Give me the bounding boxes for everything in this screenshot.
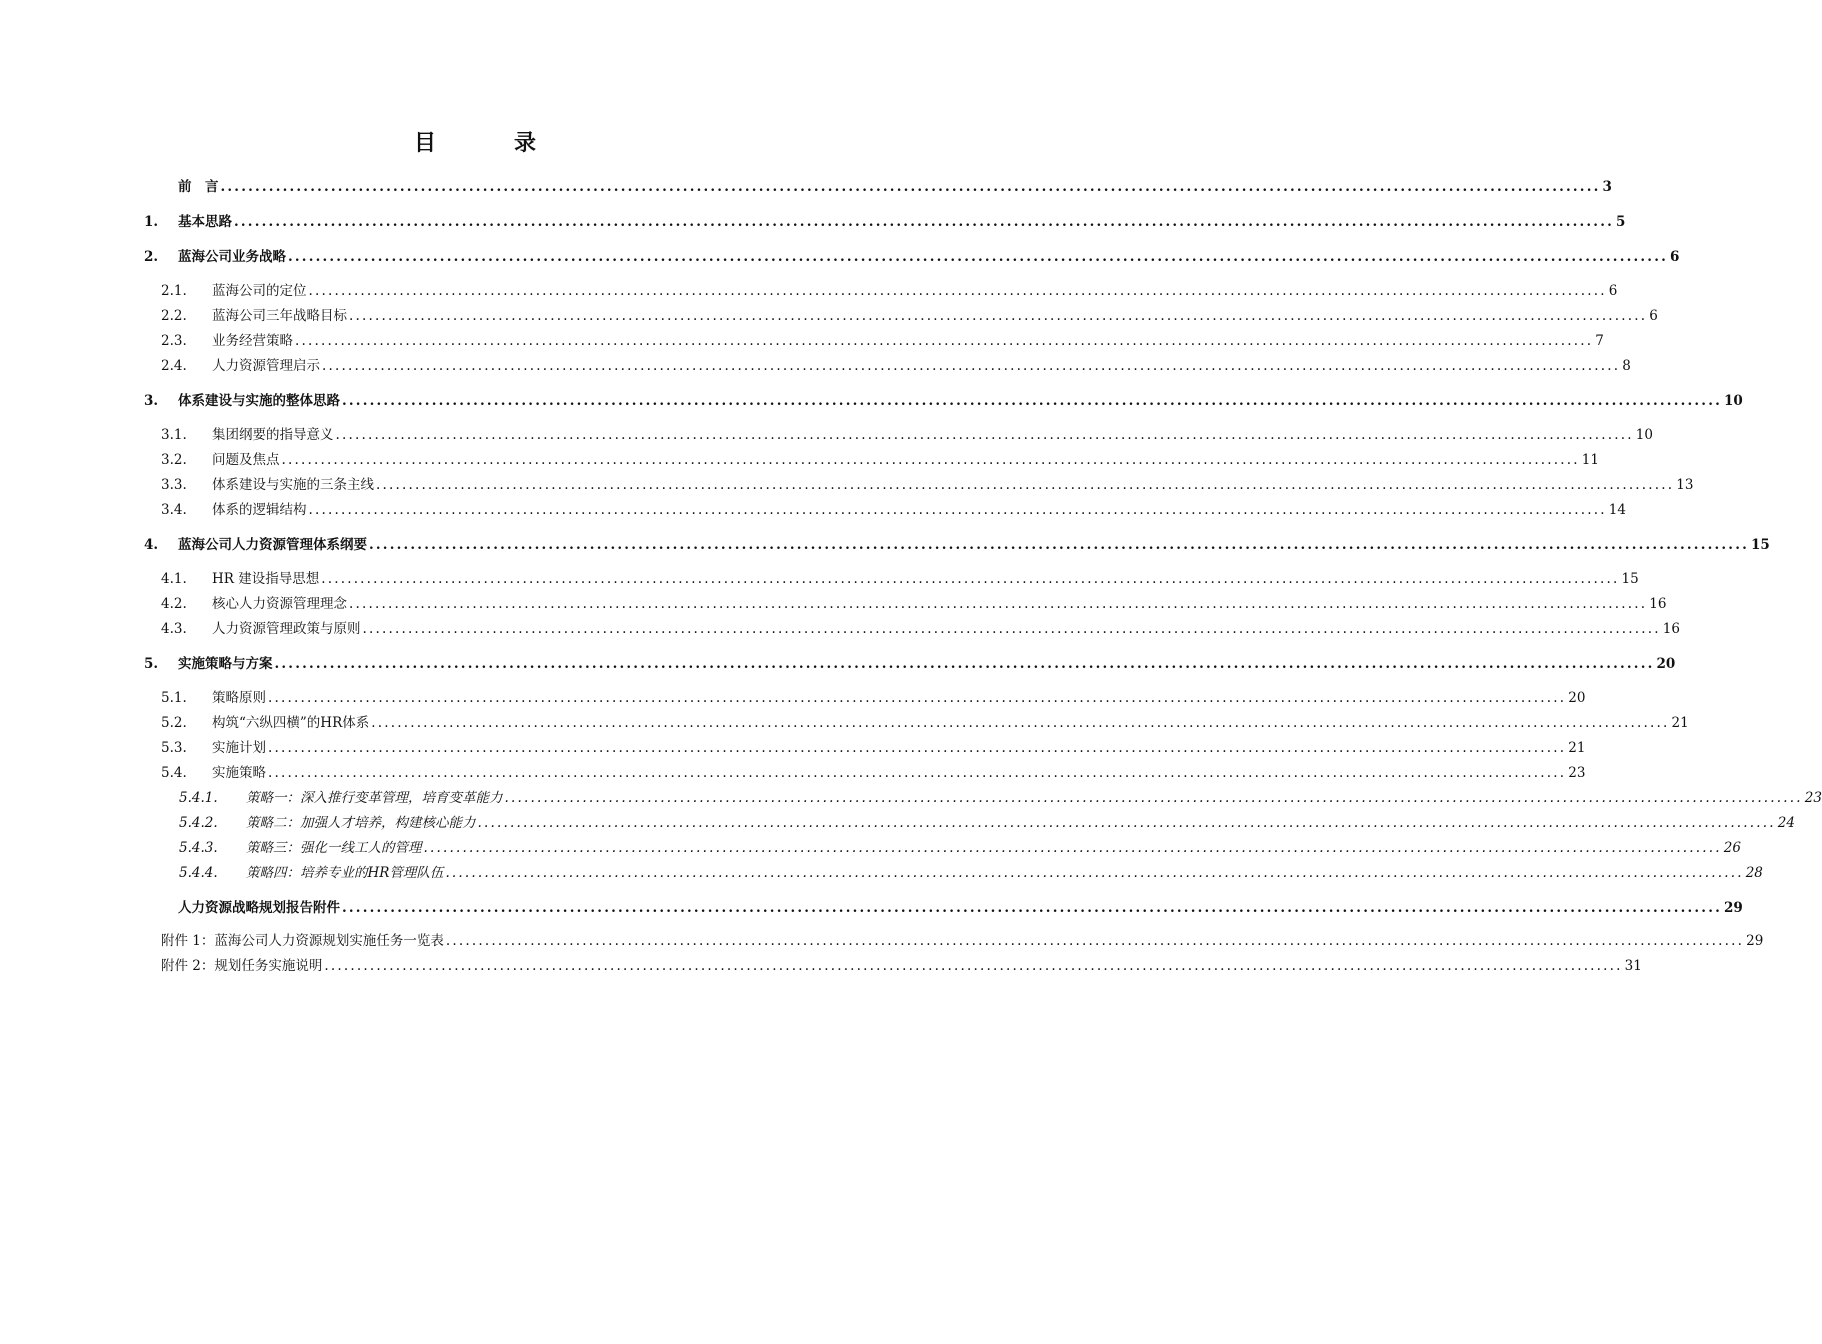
- toc-entry-text: HR 建设指导思想: [212, 571, 320, 587]
- toc-entry-text: 策略四：培养专业的HR管理队伍: [246, 865, 444, 881]
- toc-entry[interactable]: 5.4.3. 策略三：强化一线工人的管理 ........................................................................................................................................................................................................ 26: [179, 837, 806, 859]
- toc-page-number: 6: [1608, 283, 1618, 299]
- toc-page-number: 21: [1568, 740, 1586, 756]
- toc-page-number: 21: [1671, 715, 1689, 731]
- toc-page-number: 29: [1746, 933, 1764, 949]
- toc-entry-text: 策略原则: [212, 690, 266, 706]
- toc-page-number: 15: [1621, 571, 1639, 587]
- toc-page-number: 11: [1581, 452, 1599, 468]
- toc-page-number: 20: [1656, 656, 1676, 672]
- toc-page-number: 16: [1649, 596, 1667, 612]
- toc-page-number: 10: [1724, 393, 1743, 409]
- toc-entry-text: 蓝海公司人力资源管理体系纲要: [178, 537, 367, 553]
- toc-entry-text: 体系建设与实施的三条主线: [212, 477, 374, 493]
- toc-entry-text: 集团纲要的指导意义: [212, 427, 334, 443]
- toc-entry-text: 策略一：深入推行变革管理，培育变革能力: [246, 790, 503, 806]
- toc-entry-text: 体系建设与实施的整体思路: [178, 393, 340, 409]
- toc-entry-text: 前 言: [178, 179, 219, 195]
- toc-entry-text: 构筑“六纵四横”的HR体系: [212, 715, 370, 731]
- toc-entry[interactable]: 4.2. 核心人力资源管理理念 ........................................................................................................................................................................................................ 16: [161, 593, 806, 615]
- toc-entry[interactable]: 1. 基本思路 ........................................................................................................................................................................................................ 5: [144, 211, 806, 233]
- toc-entry[interactable]: 前 言 ........................................................................................................................................................................................................ 3: [144, 176, 806, 198]
- toc-entry-text: 附件 2：规划任务实施说明: [161, 958, 323, 974]
- toc-page-number: 23: [1804, 790, 1822, 806]
- toc-entry[interactable]: 3.4. 体系的逻辑结构 ........................................................................................................................................................................................................ 14: [161, 499, 806, 521]
- toc-entry[interactable]: 5.1. 策略原则 ........................................................................................................................................................................................................ 20: [161, 687, 806, 709]
- toc-entry-text: 蓝海公司三年战略目标: [212, 308, 347, 324]
- toc-entry[interactable]: 3.3. 体系建设与实施的三条主线 ........................................................................................................................................................................................................ 13: [161, 474, 806, 496]
- toc-entry-text: 实施策略: [212, 765, 266, 781]
- toc-entry[interactable]: 附件 2：规划任务实施说明 ........................................................................................................................................................................................................ 31: [161, 955, 806, 977]
- toc-entry[interactable]: 5.4.2. 策略二：加强人才培养，构建核心能力 ........................................................................................................................................................................................................ 24: [179, 812, 806, 834]
- toc-entry-text: 人力资源管理政策与原则: [212, 621, 361, 637]
- toc-entry[interactable]: 人力资源战略规划报告附件 ........................................................................................................................................................................................................ 29: [144, 897, 806, 919]
- toc-entry-text: 实施计划: [212, 740, 266, 756]
- toc-page-number: 28: [1745, 865, 1763, 881]
- toc-entry[interactable]: 4. 蓝海公司人力资源管理体系纲要 ........................................................................................................................................................................................................ 15: [144, 534, 806, 556]
- toc-page-number: 8: [1622, 358, 1631, 374]
- toc-entry-text: 基本思路: [178, 214, 232, 230]
- toc-entry[interactable]: 5.3. 实施计划 ........................................................................................................................................................................................................ 21: [161, 737, 806, 759]
- toc-entry[interactable]: 3.1. 集团纲要的指导意义 ........................................................................................................................................................................................................ 10: [161, 424, 806, 446]
- toc-entry[interactable]: 2.3. 业务经营策略 ........................................................................................................................................................................................................ 7: [161, 330, 806, 352]
- toc-entry-text: 业务经营策略: [212, 333, 293, 349]
- toc-page-number: 14: [1608, 502, 1626, 518]
- toc-entry[interactable]: 4.3. 人力资源管理政策与原则 ........................................................................................................................................................................................................ 16: [161, 618, 806, 640]
- toc-entry[interactable]: 5. 实施策略与方案 ........................................................................................................................................................................................................ 20: [144, 653, 806, 675]
- toc-entry[interactable]: 2. 蓝海公司业务战略 ........................................................................................................................................................................................................ 6: [144, 246, 806, 268]
- toc-entry[interactable]: 5.4. 实施策略 ........................................................................................................................................................................................................ 23: [161, 762, 806, 784]
- toc-entry[interactable]: 2.4. 人力资源管理启示 ........................................................................................................................................................................................................ 8: [161, 355, 806, 377]
- toc-entry-text: 人力资源战略规划报告附件: [178, 900, 340, 916]
- toc-page-number: 26: [1723, 840, 1741, 856]
- toc-entry-text: 体系的逻辑结构: [212, 502, 307, 518]
- toc-entry[interactable]: 3. 体系建设与实施的整体思路 ........................................................................................................................................................................................................ 10: [144, 390, 806, 412]
- toc-entry-text: 核心人力资源管理理念: [212, 596, 347, 612]
- toc-page-number: 10: [1635, 427, 1653, 443]
- toc-entry-text: 策略二：加强人才培养，构建核心能力: [246, 815, 476, 831]
- toc-entry[interactable]: 5.2. 构筑“六纵四横”的HR体系 ........................................................................................................................................................................................................ 21: [161, 712, 806, 734]
- toc-entry[interactable]: 2.1. 蓝海公司的定位 ........................................................................................................................................................................................................ 6: [161, 280, 806, 302]
- toc-entry[interactable]: 5.4.1. 策略一：深入推行变革管理，培育变革能力 ........................................................................................................................................................................................................ 23: [179, 787, 806, 809]
- toc-entry[interactable]: 2.2. 蓝海公司三年战略目标 ........................................................................................................................................................................................................ 6: [161, 305, 806, 327]
- toc-page-number: 23: [1568, 765, 1586, 781]
- toc-entry-text: 蓝海公司的定位: [212, 283, 307, 299]
- toc-entry-text: 人力资源管理启示: [212, 358, 320, 374]
- toc-entry[interactable]: 附件 1：蓝海公司人力资源规划实施任务一览表 ........................................................................................................................................................................................................ 29: [161, 930, 806, 952]
- toc-page-number: 15: [1751, 537, 1770, 553]
- toc-page-number: 3: [1602, 179, 1612, 195]
- toc-page-number: 5: [1616, 214, 1626, 230]
- toc-entry-text: 策略三：强化一线工人的管理: [246, 840, 422, 856]
- toc-entry-text: 蓝海公司业务战略: [178, 249, 286, 265]
- toc-page-number: 13: [1676, 477, 1694, 493]
- toc-page-number: 31: [1624, 958, 1642, 974]
- toc-page-number: 16: [1662, 621, 1680, 637]
- toc-page-number: 29: [1724, 900, 1743, 916]
- toc-entry-text: 实施策略与方案: [178, 656, 273, 672]
- toc-page-number: 7: [1595, 333, 1604, 349]
- toc-entry-text: 问题及焦点: [212, 452, 280, 468]
- toc-entry[interactable]: 5.4.4. 策略四：培养专业的HR管理队伍 ........................................................................................................................................................................................................ 28: [179, 862, 806, 884]
- toc-page-number: 20: [1568, 690, 1586, 706]
- toc-entry[interactable]: 4.1. HR 建设指导思想 ........................................................................................................................................................................................................ 15: [161, 568, 806, 590]
- toc-page-number: 6: [1649, 308, 1658, 324]
- toc-entry[interactable]: 3.2. 问题及焦点 ........................................................................................................................................................................................................ 11: [161, 449, 806, 471]
- toc-page-number: 6: [1670, 249, 1680, 265]
- toc-page-number: 24: [1777, 815, 1795, 831]
- toc-entry-text: 附件 1：蓝海公司人力资源规划实施任务一览表: [161, 933, 444, 949]
- toc-title: 目 录: [413, 130, 564, 156]
